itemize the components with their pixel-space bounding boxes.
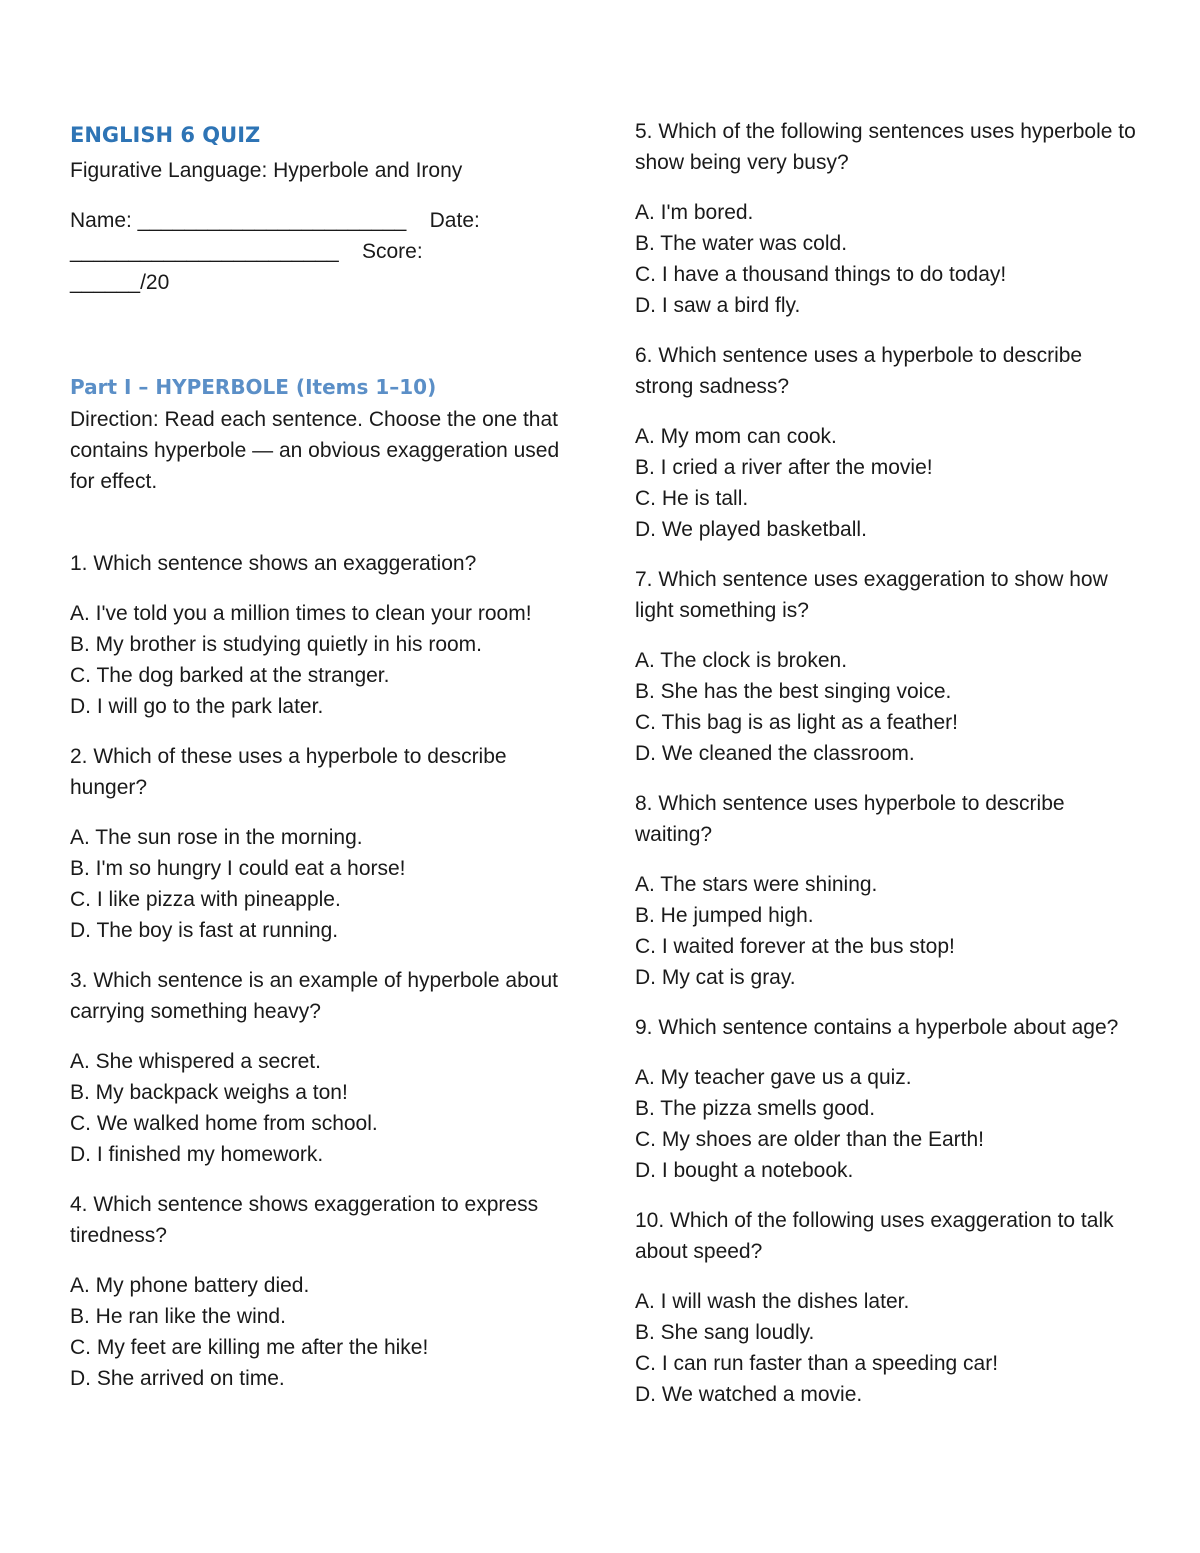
- option-c: C. My feet are killing me after the hike!: [70, 1336, 429, 1359]
- question-text: 7. Which sentence uses exaggeration to show how light something is?: [635, 568, 1108, 622]
- question-7: [635, 564, 1145, 769]
- question-2: [70, 741, 570, 946]
- option-c: C. This bag is as light as a feather!: [635, 711, 958, 734]
- option-d: D. I finished my homework.: [70, 1143, 324, 1166]
- question-list-right: [635, 116, 1145, 1429]
- question-4: [70, 1189, 570, 1394]
- question-3: [70, 965, 570, 1170]
- option-b: B. The pizza smells good.: [635, 1097, 876, 1120]
- option-d: D. The boy is fast at running.: [70, 919, 339, 942]
- option-c: C. He is tall.: [635, 487, 749, 510]
- score-line: ______/20: [70, 271, 170, 294]
- option-c: C. I waited forever at the bus stop!: [635, 935, 955, 958]
- option-a: A. I will wash the dishes later.: [635, 1290, 910, 1313]
- option-b: B. She sang loudly.: [635, 1321, 815, 1344]
- question-text: 10. Which of the following uses exaggeration to talk about speed?: [635, 1209, 1114, 1263]
- question-text: 1. Which sentence shows an exaggeration?: [70, 552, 477, 575]
- question-text: 8. Which sentence uses hyperbole to describe waiting?: [635, 792, 1065, 846]
- option-d: D. We cleaned the classroom.: [635, 742, 915, 765]
- question-list-left: [70, 548, 570, 1413]
- option-a: A. The clock is broken.: [635, 649, 848, 672]
- question-5: [635, 116, 1145, 321]
- option-c: C. I can run faster than a speeding car!: [635, 1352, 999, 1375]
- question-text: 6. Which sentence uses a hyperbole to describe strong sadness?: [635, 344, 1083, 398]
- option-c: C. My shoes are older than the Earth!: [635, 1128, 985, 1151]
- option-a: A. I've told you a million times to clean your room!: [70, 602, 532, 625]
- part-title: Part I – HYPERBOLE (Items 1–10): [70, 375, 437, 399]
- option-a: A. She whispered a secret.: [70, 1050, 321, 1073]
- option-c: C. The dog barked at the stranger.: [70, 664, 390, 687]
- option-c: C. I like pizza with pineapple.: [70, 888, 341, 911]
- quiz-title: ENGLISH 6 QUIZ: [70, 123, 261, 147]
- option-a: A. The sun rose in the morning.: [70, 826, 363, 849]
- option-a: A. I'm bored.: [635, 201, 754, 224]
- option-b: B. I cried a river after the movie!: [635, 456, 933, 479]
- option-d: D. I saw a bird fly.: [635, 294, 801, 317]
- directions: Direction: Read each sentence. Choose the one that contains hyperbole — an obvious exaggeration used for effect.: [70, 408, 560, 493]
- question-text: 9. Which sentence contains a hyperbole about age?: [635, 1016, 1119, 1039]
- option-b: B. The water was cold.: [635, 232, 848, 255]
- option-b: B. He ran like the wind.: [70, 1305, 286, 1328]
- question-1: [70, 548, 570, 722]
- student-info: [70, 205, 570, 298]
- option-a: A. The stars were shining.: [635, 873, 878, 896]
- option-a: A. My mom can cook.: [635, 425, 837, 448]
- quiz-subtitle: Figurative Language: Hyperbole and Irony: [70, 159, 463, 182]
- option-d: D. My cat is gray.: [635, 966, 796, 989]
- option-b: B. He jumped high.: [635, 904, 814, 927]
- option-c: C. I have a thousand things to do today!: [635, 263, 1007, 286]
- option-b: B. My backpack weighs a ton!: [70, 1081, 348, 1104]
- question-6: [635, 340, 1145, 545]
- option-d: D. We watched a movie.: [635, 1383, 863, 1406]
- question-10: [635, 1205, 1145, 1410]
- question-text: 2. Which of these uses a hyperbole to describe hunger?: [70, 745, 507, 799]
- option-a: A. My teacher gave us a quiz.: [635, 1066, 912, 1089]
- option-d: D. She arrived on time.: [70, 1367, 285, 1390]
- question-9: [635, 1012, 1145, 1186]
- question-text: 3. Which sentence is an example of hyperbole about carrying something heavy?: [70, 969, 558, 1023]
- option-b: B. I'm so hungry I could eat a horse!: [70, 857, 406, 880]
- option-d: D. We played basketball.: [635, 518, 867, 541]
- option-b: B. She has the best singing voice.: [635, 680, 952, 703]
- option-d: D. I will go to the park later.: [70, 695, 324, 718]
- date-score-line: _______________________ Score:: [70, 240, 423, 263]
- option-c: C. We walked home from school.: [70, 1112, 378, 1135]
- option-a: A. My phone battery died.: [70, 1274, 310, 1297]
- question-8: [635, 788, 1145, 993]
- question-text: 4. Which sentence shows exaggeration to express tiredness?: [70, 1193, 539, 1247]
- option-b: B. My brother is studying quietly in his room.: [70, 633, 483, 656]
- option-d: D. I bought a notebook.: [635, 1159, 854, 1182]
- name-date-line: Name: _______________________ Date:: [70, 209, 480, 232]
- question-text: 5. Which of the following sentences uses hyperbole to show being very busy?: [635, 120, 1136, 174]
